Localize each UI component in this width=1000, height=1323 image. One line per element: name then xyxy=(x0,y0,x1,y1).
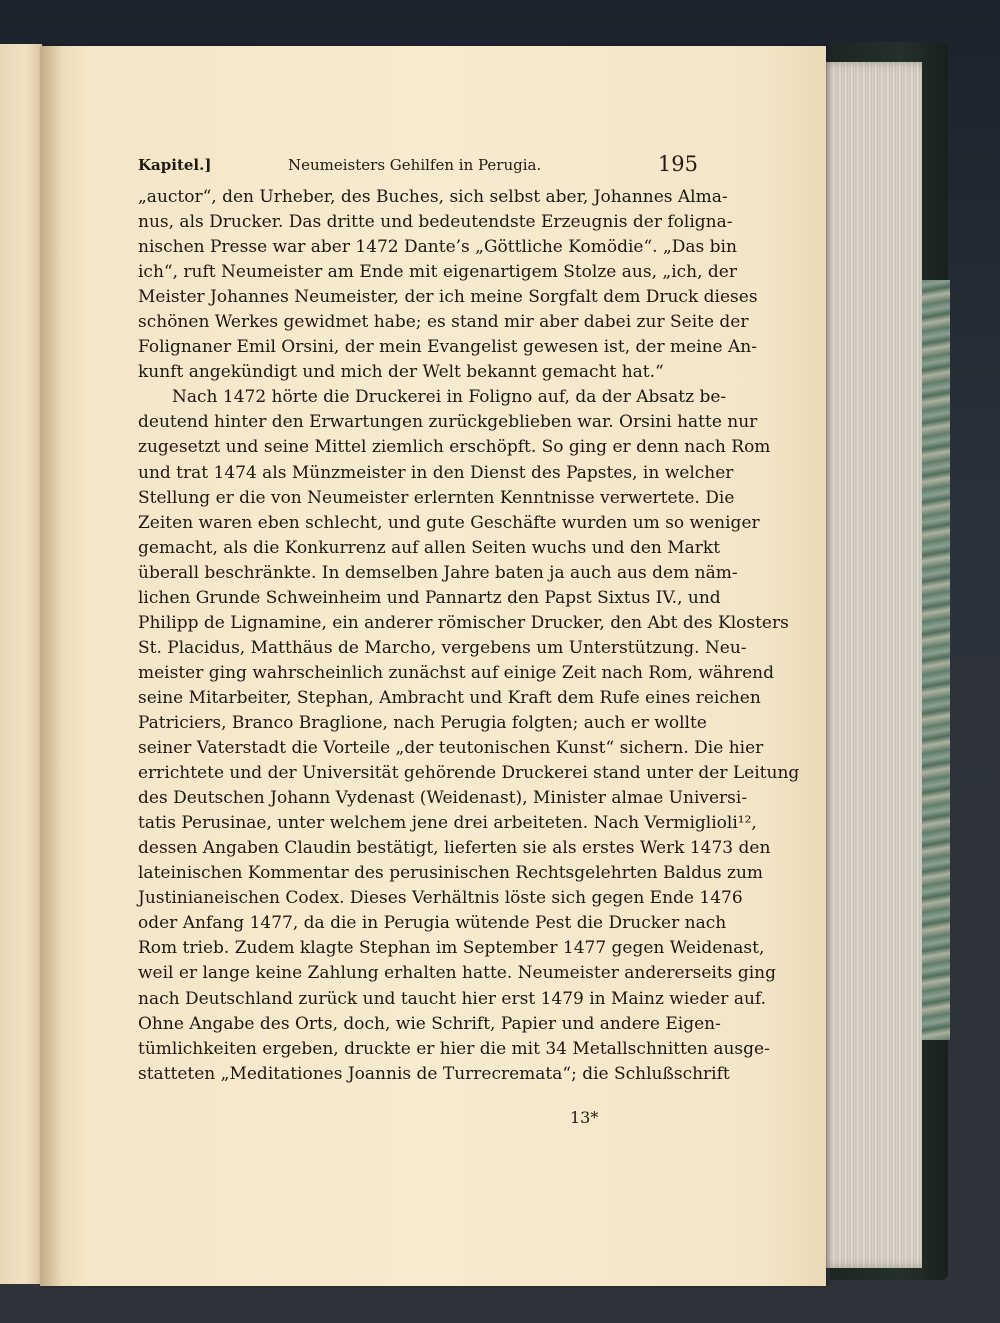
text-line: weil er lange keine Zahlung erhalten hatte. Neumeister andererseits ging xyxy=(138,963,776,984)
chapter-label: Kapitel.] xyxy=(138,156,212,174)
text-line: statteten „Meditationes Joannis de Turrecremata“; die Schlußschrift xyxy=(138,1063,730,1084)
text-line: „auctor“, den Urheber, des Buches, sich selbst aber, Johannes Alma- xyxy=(138,187,728,207)
text-line: seine Mitarbeiter, Stephan, Ambracht und Kraft dem Rufe eines reichen xyxy=(138,687,761,708)
text-line: Ohne Angabe des Orts, doch, wie Schrift, Papier und andere Eigen- xyxy=(138,1013,721,1034)
text-line: ich“, ruft Neumeister am Ende mit eigenartigem Stolze aus, „ich, der xyxy=(138,262,737,283)
text-line: gemacht, als die Konkurrenz auf allen Seiten wuchs und den Markt xyxy=(138,537,721,558)
text-line: Stellung er die von Neumeister erlernten Kenntnisse verwertete. Die xyxy=(138,487,735,508)
text-line: Justinianeischen Codex. Dieses Verhältnis löste sich gegen Ende 1476 xyxy=(138,888,743,909)
text-line: nus, als Drucker. Das dritte und bedeutendste Erzeugnis der foligna- xyxy=(138,212,733,233)
text-line: kunft angekündigt und mich der Welt bekannt gemacht hat.“ xyxy=(138,362,664,383)
text-line: Zeiten waren eben schlecht, und gute Geschäfte wurden um so weniger xyxy=(138,512,760,533)
page-block-edges xyxy=(818,62,922,1268)
paragraph-first-line: Nach 1472 hörte die Druckerei in Foligno auf, da der Absatz be- xyxy=(172,387,727,408)
text-line: deutend hinter den Erwartungen zurückgeblieben war. Orsini hatte nur xyxy=(138,412,758,433)
text-line: und trat 1474 als Münzmeister in den Dienst des Papstes, in welcher xyxy=(138,462,734,483)
text-line: lichen Grunde Schweinheim und Pannartz den Papst Sixtus IV., und xyxy=(138,587,721,608)
text-line: Folignaner Emil Orsini, der mein Evangelist gewesen ist, der meine An- xyxy=(138,337,757,358)
text-line: St. Placidus, Matthäus de Marcho, vergebens um Unterstützung. Neu- xyxy=(138,637,747,658)
text-line: überall beschränkte. In demselben Jahre baten ja auch aus dem näm- xyxy=(138,562,738,583)
text-line: Meister Johannes Neumeister, der ich meine Sorgfalt dem Druck dieses xyxy=(138,287,758,308)
text-line: nischen Presse war aber 1472 Dante’s „Göttliche Komödie“. „Das bin xyxy=(138,237,737,258)
page-number: 195 xyxy=(657,152,698,176)
text-line: errichtete und der Universität gehörende Druckerei stand unter der Leitung xyxy=(138,763,800,784)
text-line: nach Deutschland zurück und taucht hier erst 1479 in Mainz wieder auf. xyxy=(138,988,767,1009)
marbled-edge xyxy=(918,280,950,1040)
page-gutter-shadow xyxy=(40,46,62,1286)
text-line: Rom trieb. Zudem klagte Stephan im September 1477 gegen Weidenast, xyxy=(138,938,765,959)
running-title: Neumeisters Gehilfen in Perugia. xyxy=(288,156,542,174)
running-header xyxy=(138,150,698,186)
body-text xyxy=(138,185,800,1087)
text-line: tatis Perusinae, unter welchem jene drei arbeiteten. Nach Vermiglioli¹², xyxy=(138,813,757,834)
text-line: tümlichkeiten ergeben, druckte er hier die mit 34 Metallschnitten ausge- xyxy=(138,1038,770,1059)
text-line: Patriciers, Branco Braglione, nach Perugia folgten; auch er wollte xyxy=(138,712,707,733)
text-line: meister ging wahrscheinlich zunächst auf einige Zeit nach Rom, während xyxy=(138,662,775,683)
text-line: dessen Angaben Claudin bestätigt, lieferten sie als erstes Werk 1473 den xyxy=(138,838,771,859)
left-page-edge xyxy=(0,44,42,1284)
text-line: des Deutschen Johann Vydenast (Weidenast), Minister almae Universi- xyxy=(138,788,748,809)
text-line: seiner Vaterstadt die Vorteile „der teutonischen Kunst“ sichern. Die hier xyxy=(138,738,764,759)
text-line: schönen Werkes gewidmet habe; es stand mir aber dabei zur Seite der xyxy=(138,312,749,333)
text-line: lateinischen Kommentar des perusinischen Rechtsgelehrten Baldus zum xyxy=(138,863,764,884)
text-line: oder Anfang 1477, da die in Perugia wütende Pest die Drucker nach xyxy=(138,913,727,934)
text-line: zugesetzt und seine Mittel ziemlich erschöpft. So ging er denn nach Rom xyxy=(138,437,771,458)
sheet-signature: 13* xyxy=(570,1108,599,1127)
text-line: Philipp de Lignamine, ein anderer römischer Drucker, den Abt des Klosters xyxy=(138,612,789,633)
